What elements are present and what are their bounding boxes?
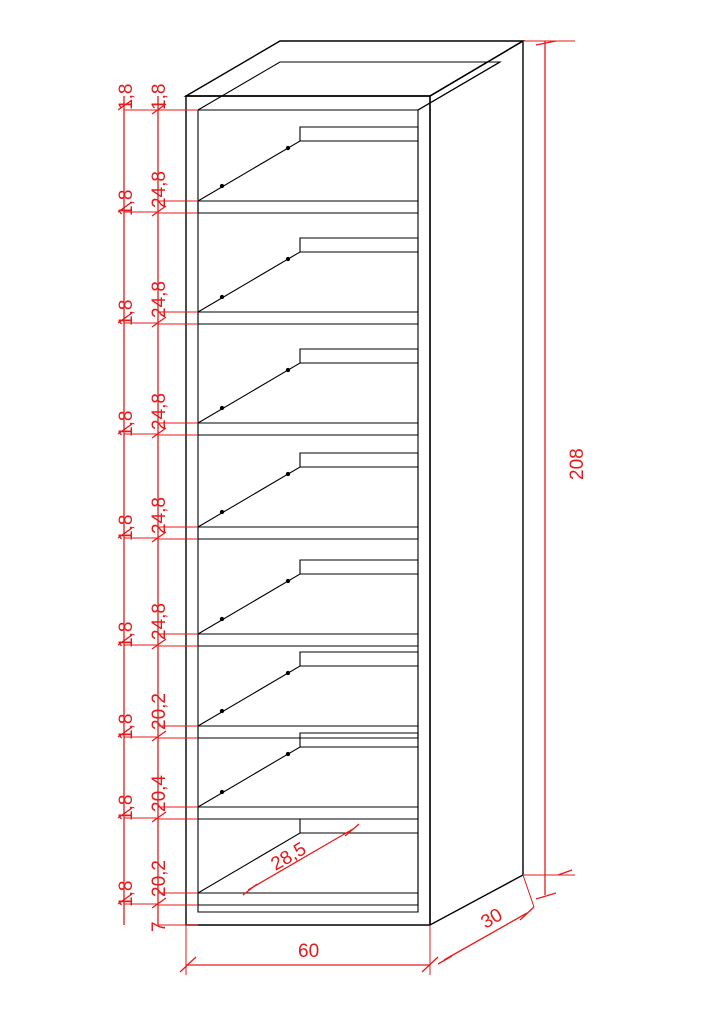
label-thickness-5: 1,8: [116, 514, 137, 541]
label-base-7: 7: [149, 921, 170, 932]
shelf-7-peg-right: [286, 752, 289, 755]
dim-height-tick-top-ext: [558, 870, 572, 875]
shelf-2-front-edge: [198, 312, 418, 324]
shelves-group: [198, 127, 418, 905]
right-side-face: [430, 41, 523, 925]
shelf-6-front-edge: [198, 726, 418, 738]
label-depth-30: 30: [477, 904, 507, 934]
label-width-60: 60: [298, 941, 320, 962]
shelf-2-back-riser: [300, 238, 418, 252]
shelf-4-peg-right: [286, 472, 289, 475]
dim-shelf-depth-tick-b: [345, 824, 359, 836]
shelf-6-top-surface: [198, 666, 418, 726]
shelf-3-front-edge: [198, 423, 418, 435]
shelf-7-top-surface: [198, 747, 418, 807]
tick-i3: [152, 317, 166, 327]
label-gap-6: 24,8: [149, 393, 170, 430]
shelf-3-peg-right: [286, 368, 289, 371]
shelf-5-peg-left: [220, 617, 223, 620]
base-back-riser: [300, 819, 418, 833]
shelf-7-peg-left: [220, 790, 223, 793]
shelf-5-top-surface: [198, 574, 418, 634]
shelf-3-top-surface: [198, 363, 418, 423]
dim-depth-tick-left: [438, 956, 452, 964]
shelf-6-back-riser: [300, 652, 418, 666]
label-thickness-7: 1,8: [116, 713, 137, 740]
tick-i8: [152, 812, 166, 822]
inner-right-top-edge: [418, 62, 500, 110]
inner-top-edge: [198, 62, 500, 110]
label-gap-12: 20,2: [149, 693, 170, 730]
shelf-4-front-edge: [198, 527, 418, 539]
label-thickness-1: 1,8: [116, 83, 137, 110]
label-height-208: 208: [567, 448, 588, 480]
dim-depth-ext: [523, 875, 534, 907]
shelf-1-top-surface: [198, 141, 418, 201]
shelf-1-peg-right: [286, 146, 289, 149]
shelf-2-peg-left: [220, 295, 223, 298]
base-top-surface: [198, 833, 418, 893]
shelf-2-peg-right: [286, 257, 289, 260]
shelf-1-front-edge: [198, 201, 418, 213]
shelf-7-front-edge: [198, 807, 418, 819]
label-thickness-3: 1,8: [116, 299, 137, 326]
tick-i6: [152, 639, 166, 649]
shelf-5-peg-right: [286, 579, 289, 582]
shelf-3-back-riser: [300, 349, 418, 363]
base-front-edge: [198, 893, 418, 905]
shelf-5-back-riser: [300, 560, 418, 574]
label-thickness-4: 1,8: [116, 410, 137, 437]
label-gap-1: 1,8: [149, 83, 170, 110]
dim-depth-tick-right: [520, 907, 534, 920]
tick-i9: [152, 898, 166, 908]
shelf-1-back-riser: [300, 127, 418, 141]
dim-height-tick-top: [536, 41, 556, 45]
label-thickness-8: 1,8: [116, 794, 137, 821]
inner-opening-front: [198, 110, 418, 912]
shelf-5-front-edge: [198, 634, 418, 646]
label-gap-4: 24,8: [149, 281, 170, 318]
shelf-4-top-surface: [198, 467, 418, 527]
label-gap-14: 20,4: [149, 775, 170, 812]
label-gap-2: 24,8: [149, 171, 170, 208]
label-gap-16: 20,2: [149, 860, 170, 897]
shelf-6-peg-right: [286, 671, 289, 674]
label-shelf-28-5: 28,5: [267, 838, 311, 876]
shelf-1-peg-left: [220, 184, 223, 187]
label-thickness-2: 1,8: [116, 189, 137, 216]
shelf-7-back-riser: [300, 733, 418, 747]
cabinet-body: [186, 41, 523, 925]
label-gap-10: 24,8: [149, 603, 170, 640]
label-gap-8: 24,8: [149, 497, 170, 534]
tick-i7: [152, 731, 166, 741]
label-thickness-9: 1,8: [116, 880, 137, 907]
shelf-3-peg-left: [220, 406, 223, 409]
shelf-2-top-surface: [198, 252, 418, 312]
shelf-4-back-riser: [300, 453, 418, 467]
dim-height-tick-bottom: [536, 893, 556, 899]
label-thickness-6: 1,8: [116, 621, 137, 648]
shelf-4-peg-left: [220, 510, 223, 513]
shelf-6-peg-left: [220, 709, 223, 712]
